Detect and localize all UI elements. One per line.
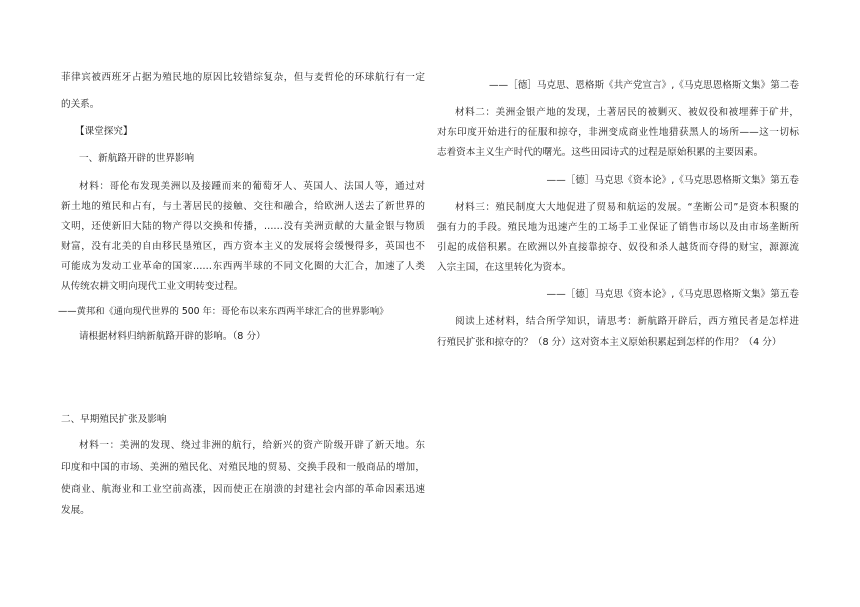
classroom-heading: 【课堂探究】 [75, 126, 133, 137]
material1-line: 材料：哥伦布发现美洲以及接踵而来的葡萄牙人、英国人、法国人等，通过对 [79, 181, 425, 192]
material-two-line: 志着资本主义生产时代的曙光。这些田园诗式的过程是原始积累的主要因素。 [437, 147, 764, 158]
material-three-line: 强有力的手段。殖民地为迅速产生的工场手工业保证了销售市场以及由市场垄断所 [437, 222, 799, 233]
section2-heading: 二、早期殖民扩张及影响 [61, 414, 167, 425]
material2-line: 材料一：美洲的发现、绕过非洲的航行，给新兴的资产阶级开辟了新天地。东 [79, 440, 425, 451]
material1-line: 文明，还使新旧大陆的物产得以交换和传播，……没有美洲贡献的大量金银与物质 [61, 221, 425, 232]
material1-line: 新土地的殖民和占有，与土著居民的接触、交往和融合，给欧洲人送去了新世界的 [61, 201, 425, 212]
material1-line: 财富，没有北美的自由移民垦殖区，西方资本主义的发展将会缓慢得多，英国也不 [61, 241, 425, 252]
material-two-line: 材料二：美洲金银产地的发现，土著居民的被剿灭、被奴役和被埋葬于矿井， [455, 107, 799, 118]
source-line: ——［德］马克思《资本论》,《马克思恩格斯文集》第五卷 [546, 175, 799, 186]
intro-line: 菲律宾被西班牙占据为殖民地的原因比较错综复杂，但与麦哲伦的环球航行有一定 [61, 72, 425, 83]
material-three-line: 引起的成倍积累。在欧洲以外直接靠掠夺、奴役和杀人越货而夺得的财宝，源源流 [437, 242, 799, 253]
material1-source: ——黄邦和《通向现代世界的 500 年：哥伦布以来东西两半球汇合的世界影响》 [58, 306, 389, 317]
question2-line: 行殖民扩张和掠夺的？（8 分）这对资本主义原始积累起到怎样的作用？（4 分） [437, 337, 782, 348]
question2-line: 阅读上述材料，结合所学知识，请思考：新航路开辟后，西方殖民者是怎样进 [455, 316, 799, 327]
material2-line: 发展。 [61, 505, 90, 516]
material-three-line: 材料三：殖民制度大大地促进了贸易和航运的发展。“垄断公司”是资本积聚的 [455, 202, 799, 213]
material2-line: 使商业、航海业和工业空前高涨，因而使正在崩溃的封建社会内部的革命因素迅速 [61, 484, 425, 495]
source-line: ——［德］马克思《资本论》,《马克思恩格斯文集》第五卷 [546, 289, 799, 300]
material2-line: 印度和中国的市场、美洲的殖民化、对殖民地的贸易、交换手段和一般商品的增加， [61, 462, 425, 473]
material1-line: 从传统农耕文明向现代工业文明转变过程。 [61, 281, 244, 292]
material-two-line: 对东印度开始进行的征服和掠夺，非洲变成商业性地猎获黑人的场所——这一切标 [437, 127, 799, 138]
section1-heading: 一、新航路开辟的世界影响 [79, 153, 195, 164]
material1-line: 可能成为发动工业革命的国家……东西两半球的不同文化圈的大汇合，加速了人类 [61, 261, 425, 272]
source-line: ——［德］马克思、恩格斯《共产党宣言》,《马克思恩格斯文集》第二卷 [488, 80, 799, 91]
intro-line: 的关系。 [61, 99, 100, 110]
question1: 请根据材料归纳新航路开辟的影响。（8 分） [79, 331, 266, 342]
material-three-line: 入宗主国，在这里转化为资本。 [437, 262, 572, 273]
